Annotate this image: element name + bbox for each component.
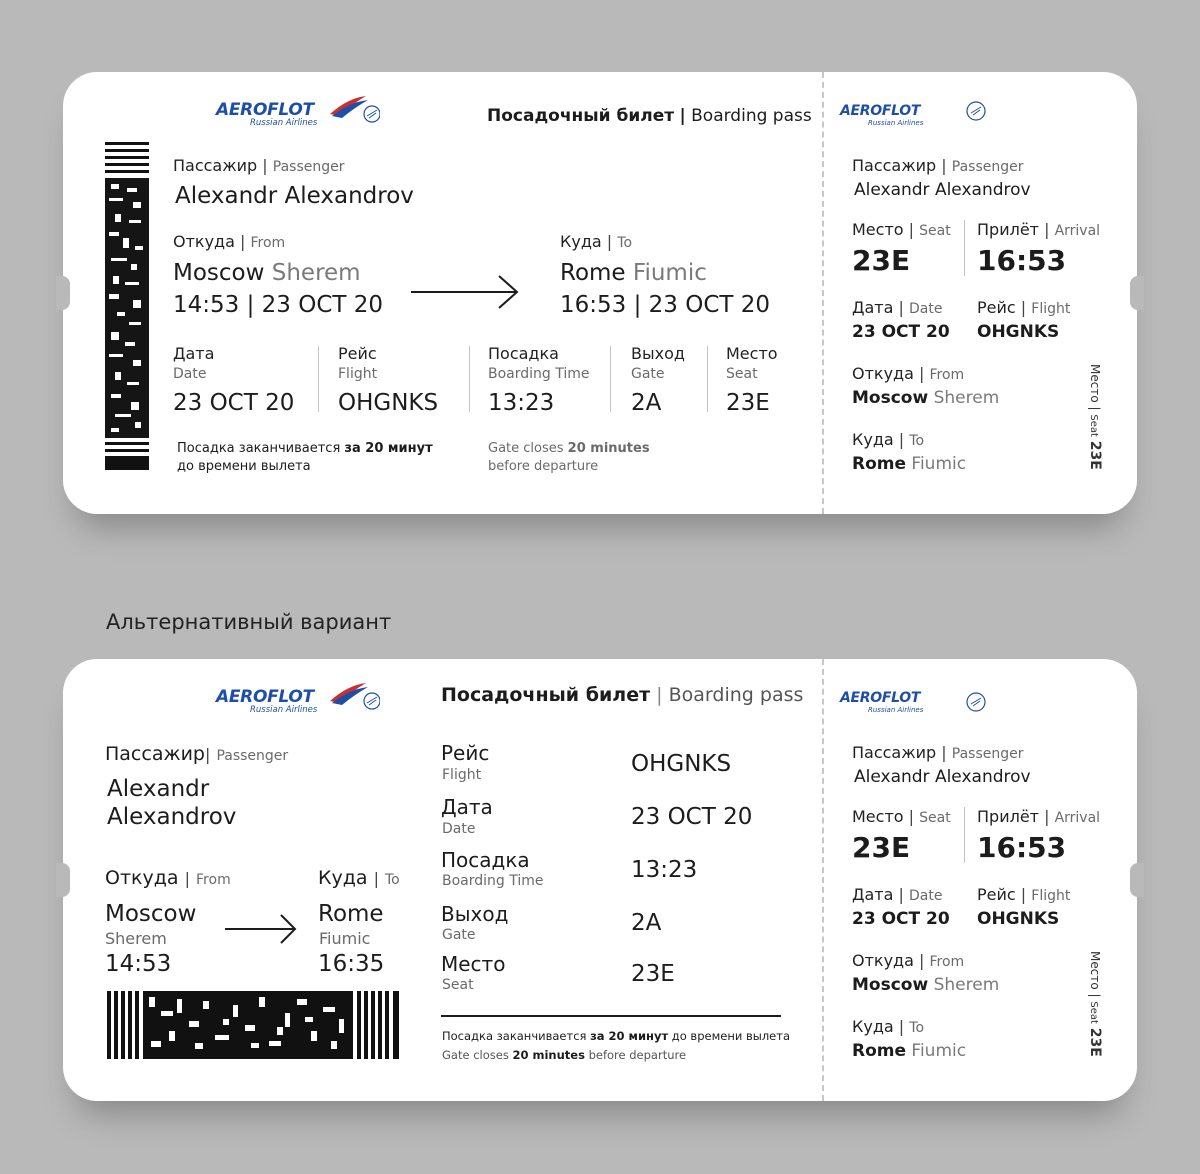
stub-passenger-label: Пассажир | Passenger <box>852 743 1024 762</box>
flight-label-ru: Рейс <box>338 344 377 363</box>
date-label-ru: Дата <box>173 344 215 363</box>
stub-to-label: Куда | To <box>852 430 925 449</box>
passenger-label: Пассажир | Passenger <box>173 156 345 175</box>
to-label: Куда | To <box>560 232 633 251</box>
boarding-label-ru: Посадка <box>441 848 530 872</box>
stub-date-label: Дата | Date <box>852 298 943 317</box>
destination-time: 16:35 <box>318 951 385 977</box>
gate-value: 2A <box>631 910 662 936</box>
stub-from-label: Откуда | From <box>852 951 965 970</box>
flight-label-en: Flight <box>338 366 378 382</box>
logo-wing-icon <box>328 94 380 126</box>
date-value: 23 OCT 20 <box>173 390 295 416</box>
boarding-label-en: Boarding Time <box>442 873 544 889</box>
gate-label-ru: Выход <box>631 344 685 363</box>
perforation-line <box>822 659 824 1101</box>
date-value: 23 OCT 20 <box>631 804 753 830</box>
right-notch <box>1130 276 1144 310</box>
stub-seat-value: 23E <box>852 244 911 277</box>
destination-city: Rome Fiumic <box>560 260 707 286</box>
logo-wing-icon <box>328 681 380 713</box>
stub-to-value: Rome Fiumic <box>852 1041 967 1061</box>
pass-title: Посадочный билет | Boarding pass <box>441 684 804 706</box>
divider <box>964 220 965 276</box>
boarding-value: 13:23 <box>488 390 555 416</box>
logo-wordmark: AEROFLOT <box>216 100 314 120</box>
notice: Посадка заканчивается за 20 минут до времени вылета Gate closes 20 minutes before departure <box>442 1029 791 1062</box>
stub-logo: AEROFLOT Russian Airlines <box>840 690 924 714</box>
right-notch <box>1130 863 1144 897</box>
destination-time-date: 16:53 | 23 OCT 20 <box>560 292 771 318</box>
origin-city: Moscow Sherem <box>173 260 361 286</box>
stub-passenger-label: Пассажир | Passenger <box>852 156 1024 175</box>
date-label-en: Date <box>173 366 207 382</box>
divider <box>610 346 611 412</box>
stub-vertical-seat: Место | Seat 23E <box>1087 951 1103 1057</box>
pass-title <box>487 106 812 126</box>
logo-subtitle: Russian Airlines <box>250 118 318 128</box>
divider <box>964 807 965 863</box>
destination-airport: Fiumic <box>319 929 371 948</box>
origin-time-date: 14:53 | 23 OCT 20 <box>173 292 384 318</box>
seat-value: 23E <box>631 961 675 987</box>
stub-seat-value: 23E <box>852 831 911 864</box>
seat-label-ru: Место <box>726 344 778 363</box>
gate-label-ru: Выход <box>441 902 509 926</box>
notice-ru: Посадка заканчивается за 20 минут до времени вылета <box>177 441 433 474</box>
stub-from-label: Откуда | From <box>852 364 965 383</box>
origin-city: Moscow <box>105 901 197 927</box>
divider <box>318 346 319 412</box>
from-label: Откуда | From <box>173 232 286 251</box>
arrow-right-icon <box>225 911 299 947</box>
barcode <box>105 142 149 470</box>
seat-label-en: Seat <box>442 977 474 993</box>
origin-time: 14:53 <box>105 951 172 977</box>
title-sep: | <box>679 106 686 126</box>
gate-label-en: Gate <box>442 927 476 943</box>
boarding-pass-main <box>63 72 1137 514</box>
stub-from-value: Moscow Sherem <box>852 388 1000 408</box>
title-en: Boarding pass <box>691 106 812 126</box>
flight-label-ru: Рейс <box>441 741 490 765</box>
barcode <box>107 991 399 1059</box>
arrow-right-icon <box>411 274 521 310</box>
stub-seat-label: Место | Seat <box>852 220 951 239</box>
stub-passenger-name: Alexandr Alexandrov <box>854 180 1031 200</box>
to-label: Куда | To <box>318 867 400 889</box>
divider <box>707 346 708 412</box>
boarding-label-en: Boarding Time <box>488 366 590 382</box>
flight-value: OHGNKS <box>338 390 439 416</box>
skyteam-icon <box>963 689 989 715</box>
perforation-line <box>822 72 824 514</box>
left-notch <box>56 863 70 897</box>
stub-date-value: 23 OCT 20 <box>852 909 950 929</box>
title-ru: Посадочный билет <box>487 106 675 126</box>
stub-flight-label: Рейс | Flight <box>977 885 1071 904</box>
stub-logo: AEROFLOT Russian Airlines <box>840 103 924 127</box>
alternative-caption: Альтернативный вариант <box>106 610 392 634</box>
gate-label-en: Gate <box>631 366 665 382</box>
passenger-name: Alexandr Alexandrov <box>175 183 414 209</box>
stub-seat-label: Место | Seat <box>852 807 951 826</box>
seat-label-ru: Место <box>441 952 506 976</box>
left-notch <box>56 276 70 310</box>
stub-date-value: 23 OCT 20 <box>852 322 950 342</box>
stub-arrival-label: Прилёт | Arrival <box>977 220 1101 239</box>
passenger-label: Пассажир| Passenger <box>105 743 289 765</box>
divider-line <box>441 1015 781 1017</box>
stub-from-value: Moscow Sherem <box>852 975 1000 995</box>
divider <box>469 346 470 412</box>
stub-flight-value: OHGNKS <box>977 322 1060 342</box>
boarding-value: 13:23 <box>631 857 698 883</box>
stub-arrival-label: Прилёт | Arrival <box>977 807 1101 826</box>
stub-arrival-value: 16:53 <box>977 244 1067 277</box>
notice-en: Gate closes 20 minutes before departure <box>488 441 650 474</box>
aeroflot-logo <box>216 100 317 128</box>
date-label-ru: Дата <box>441 795 493 819</box>
flight-label-en: Flight <box>442 767 482 783</box>
stub-flight-value: OHGNKS <box>977 909 1060 929</box>
seat-value: 23E <box>726 390 770 416</box>
date-label-en: Date <box>442 821 476 837</box>
aeroflot-logo: AEROFLOT Russian Airlines <box>216 687 317 715</box>
origin-airport: Sherem <box>105 929 167 948</box>
stub-arrival-value: 16:53 <box>977 831 1067 864</box>
boarding-label-ru: Посадка <box>488 344 559 363</box>
stub-vertical-seat: Место | Seat 23E <box>1087 364 1103 470</box>
seat-label-en: Seat <box>726 366 758 382</box>
skyteam-icon <box>963 98 989 124</box>
flight-value: OHGNKS <box>631 751 732 777</box>
destination-city: Rome <box>318 901 384 927</box>
stub-passenger-name: Alexandr Alexandrov <box>854 767 1031 787</box>
boarding-pass-alternative <box>63 659 1137 1101</box>
stub-to-label: Куда | To <box>852 1017 925 1036</box>
passenger-name: Alexandr Alexandrov <box>107 776 237 830</box>
stub-date-label: Дата | Date <box>852 885 943 904</box>
stub-to-value: Rome Fiumic <box>852 454 967 474</box>
stub-flight-label: Рейс | Flight <box>977 298 1071 317</box>
from-label: Откуда | From <box>105 867 231 889</box>
gate-value: 2A <box>631 390 662 416</box>
